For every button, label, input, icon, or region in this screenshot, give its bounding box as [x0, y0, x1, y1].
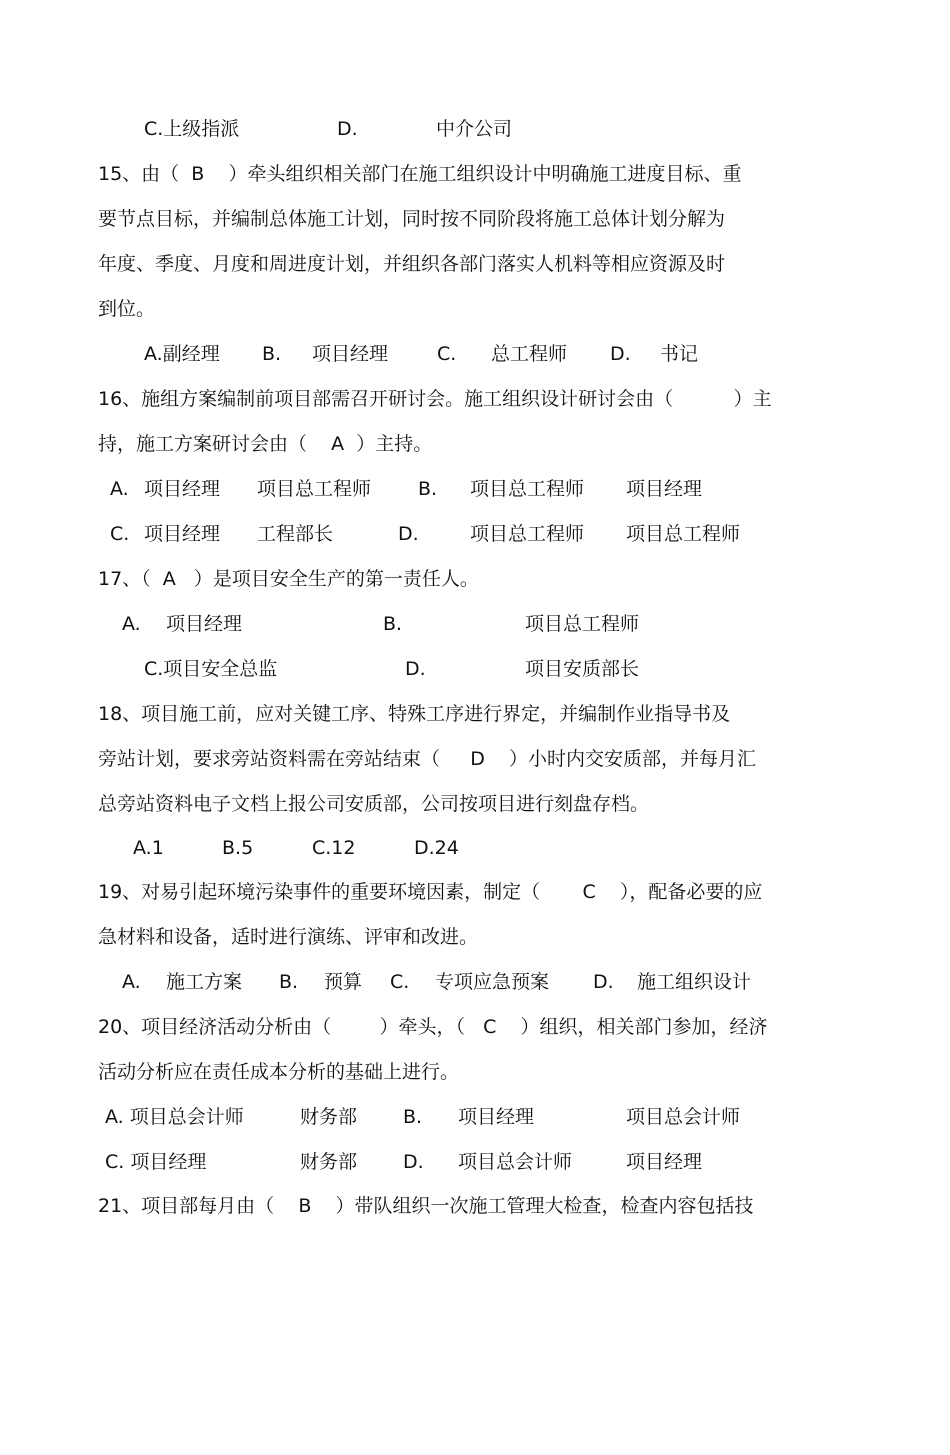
q19-text: 19、对易引起环境污染事件的重要环境因素，制定（ C ），配备必要的应 — [98, 881, 763, 903]
q16-line-2 — [0, 422, 950, 467]
q17-option-b-letter: B. — [383, 613, 403, 635]
q20-options-row-1 — [0, 1095, 950, 1140]
q18-option-d: D.24 — [414, 837, 459, 859]
q16-option-a-text-1: 项目经理 — [144, 478, 221, 500]
q19-option-b-text: 预算 — [324, 971, 363, 993]
q18-option-b: B.5 — [222, 837, 254, 859]
q21-line-1 — [0, 1184, 950, 1229]
q16-option-c-text-1: 项目经理 — [144, 523, 221, 545]
q15-option-d-letter: D. — [610, 343, 631, 365]
q20-option-d-text-2: 项目经理 — [626, 1151, 703, 1173]
q19-text: 急材料和设备，适时进行演练、评审和改进。 — [98, 926, 479, 948]
q16-option-a-text-2: 项目总工程师 — [257, 478, 372, 500]
q15-option-b-text: 项目经理 — [312, 343, 389, 365]
q19-option-c-text: 专项应急预案 — [435, 971, 550, 993]
q19-line-2 — [0, 915, 950, 960]
q20-line-2 — [0, 1050, 950, 1095]
q16-options-row-2 — [0, 512, 950, 557]
q17-option-d-letter: D. — [405, 658, 426, 680]
q19-option-d-letter: D. — [593, 971, 614, 993]
q16-option-b-letter: B. — [418, 478, 438, 500]
q19-options — [0, 960, 950, 1005]
q16-option-b-text-1: 项目总工程师 — [470, 478, 585, 500]
q20-text: 20、项目经济活动分析由（ ）牵头，（ C ）组织，相关部门参加，经济 — [98, 1016, 768, 1038]
q16-option-c-letter: C. — [110, 523, 130, 545]
q20-option-d-letter: D. — [403, 1151, 424, 1173]
q14-option-c: C.上级指派 — [144, 118, 240, 140]
q15-options — [0, 332, 950, 377]
q17-line-1 — [0, 557, 950, 602]
q20-option-b-text-1: 项目经理 — [458, 1106, 535, 1128]
q17-option-a-text: 项目经理 — [166, 613, 243, 635]
q15-option-c-letter: C. — [437, 343, 457, 365]
q17-option-b-text: 项目总工程师 — [525, 613, 640, 635]
q15-option-a: A.副经理 — [144, 343, 220, 365]
q16-option-d-text-2: 项目总工程师 — [626, 523, 741, 545]
q14-options — [0, 107, 950, 152]
q15-line-4 — [0, 287, 950, 332]
q17-options-row-1 — [0, 602, 950, 647]
q15-option-d-text: 书记 — [660, 343, 699, 365]
q16-text: 16、施组方案编制前项目部需召开研讨会。施工组织设计研讨会由（ ）主 — [98, 388, 772, 410]
q18-text: 旁站计划，要求旁站资料需在旁站结束（ D ）小时内交安质部，并每月汇 — [98, 748, 756, 770]
q16-line-1 — [0, 377, 950, 422]
q17-option-a-letter: A. — [122, 613, 141, 635]
q15-option-c-text: 总工程师 — [491, 343, 568, 365]
q20-line-1 — [0, 1005, 950, 1050]
q18-option-a: A.1 — [133, 837, 164, 859]
q16-option-c-text-2: 工程部长 — [257, 523, 334, 545]
q16-option-a-letter: A. — [110, 478, 129, 500]
q19-option-b-letter: B. — [279, 971, 299, 993]
q20-options-row-2 — [0, 1140, 950, 1185]
q20-option-c: C. 项目经理 — [105, 1151, 207, 1173]
q21-text: 21、项目部每月由（ B ）带队组织一次施工管理大检查，检查内容包括技 — [98, 1195, 754, 1217]
q14-option-d-text: 中介公司 — [436, 118, 513, 140]
q18-option-c: C.12 — [312, 837, 356, 859]
q18-text: 总旁站资料电子文档上报公司安质部，公司按项目进行刻盘存档。 — [98, 793, 650, 815]
q18-line-1 — [0, 692, 950, 737]
q15-option-b-letter: B. — [262, 343, 282, 365]
q20-option-d-text-1: 项目总会计师 — [458, 1151, 573, 1173]
q18-options — [0, 826, 950, 871]
q15-text: 15、由（ B ）牵头组织相关部门在施工组织设计中明确施工进度目标、重 — [98, 163, 742, 185]
q20-option-c-text-2: 财务部 — [300, 1151, 358, 1173]
q16-option-d-letter: D. — [398, 523, 419, 545]
q15-text: 年度、季度、月度和周进度计划，并组织各部门落实人机料等相应资源及时 — [98, 253, 726, 275]
q15-line-1 — [0, 152, 950, 197]
q17-text: 17、（ A ）是项目安全生产的第一责任人。 — [98, 568, 479, 590]
q19-option-d-text: 施工组织设计 — [637, 971, 752, 993]
q14-option-d-letter: D. — [337, 118, 358, 140]
q15-text: 到位。 — [98, 298, 156, 320]
q18-line-2 — [0, 737, 950, 782]
q18-text: 18、项目施工前，应对关键工序、特殊工序进行界定，并编制作业指导书及 — [98, 703, 731, 725]
q20-option-a: A. 项目总会计师 — [105, 1106, 244, 1128]
q20-option-b-text-2: 项目总会计师 — [626, 1106, 741, 1128]
q17-option-d-text: 项目安质部长 — [525, 658, 640, 680]
q15-line-2 — [0, 197, 950, 242]
q20-option-b-letter: B. — [403, 1106, 423, 1128]
q16-options-row-1 — [0, 467, 950, 512]
q16-text: 持，施工方案研讨会由（ A ）主持。 — [98, 433, 433, 455]
q19-option-a-text: 施工方案 — [166, 971, 243, 993]
q20-text: 活动分析应在责任成本分析的基础上进行。 — [98, 1061, 460, 1083]
q20-option-a-text-2: 财务部 — [300, 1106, 358, 1128]
q18-line-3 — [0, 782, 950, 827]
q15-text: 要节点目标，并编制总体施工计划，同时按不同阶段将施工总体计划分解为 — [98, 208, 726, 230]
q17-options-row-2 — [0, 647, 950, 692]
q16-option-b-text-2: 项目经理 — [626, 478, 703, 500]
q19-option-c-letter: C. — [390, 971, 410, 993]
q15-line-3 — [0, 242, 950, 287]
q19-option-a-letter: A. — [122, 971, 141, 993]
q16-option-d-text-1: 项目总工程师 — [470, 523, 585, 545]
q17-option-c: C.项目安全总监 — [144, 658, 278, 680]
q19-line-1 — [0, 870, 950, 915]
